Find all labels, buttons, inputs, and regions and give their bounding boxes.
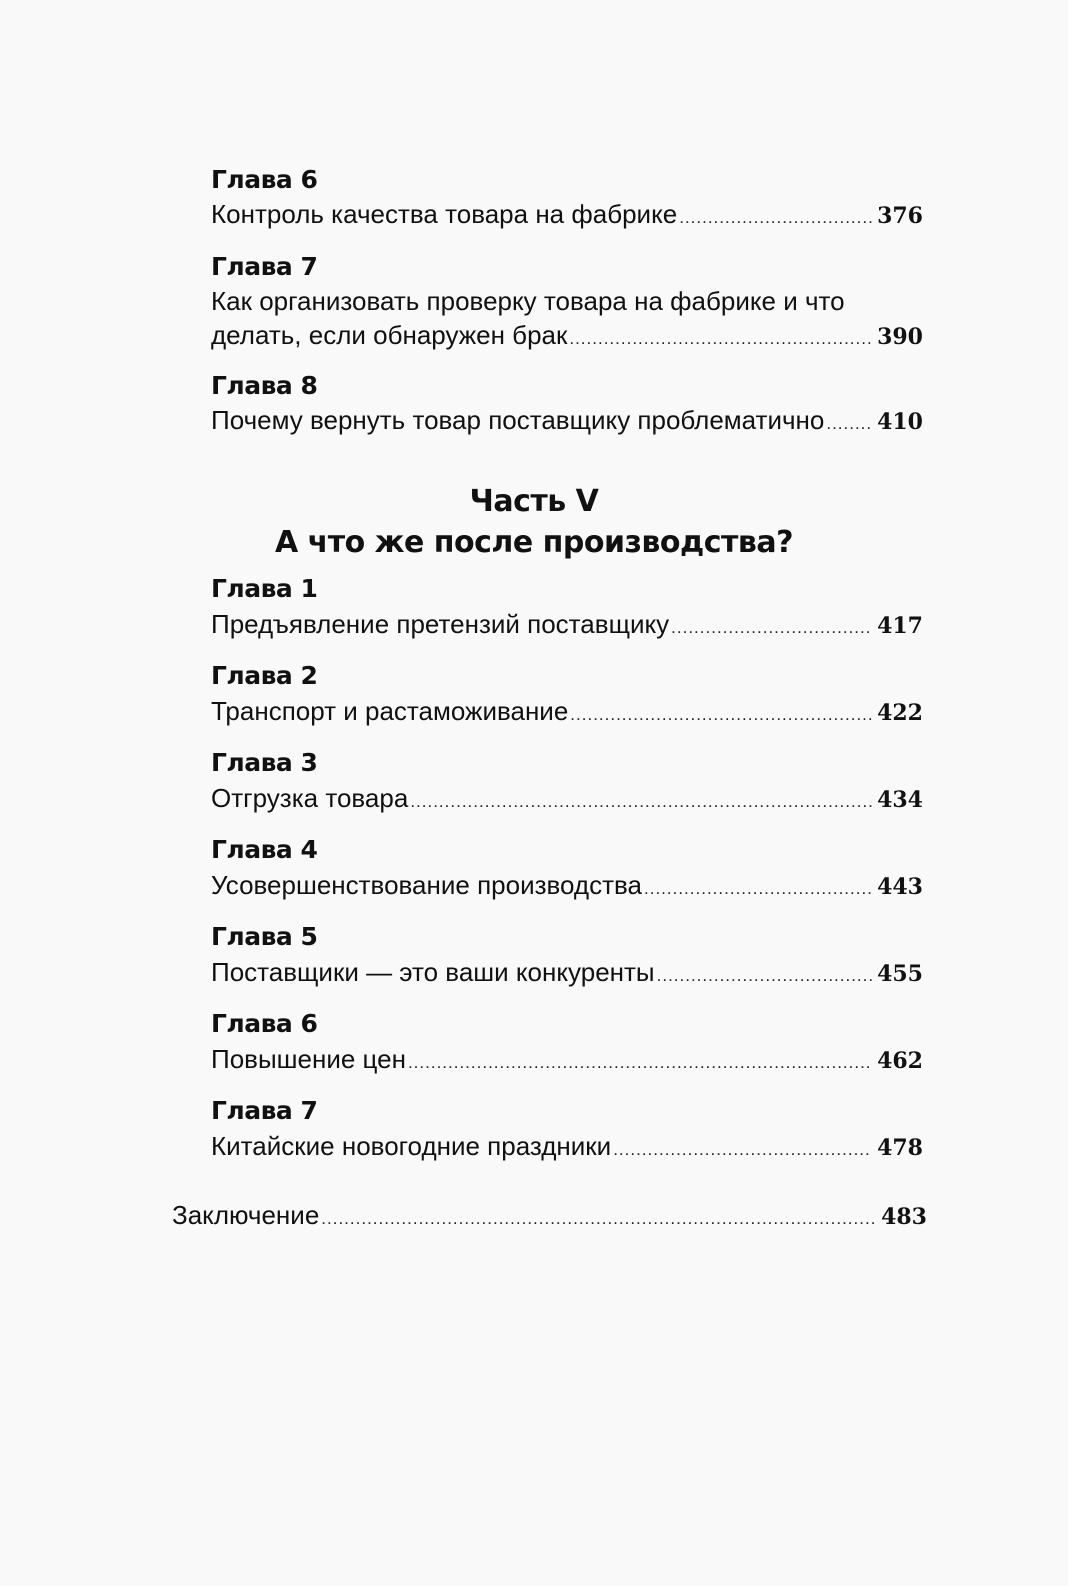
chapter-heading: Глава 6 xyxy=(211,1009,318,1038)
page-number: 417 xyxy=(877,613,923,639)
chapter-heading: Глава 7 xyxy=(211,1096,318,1125)
page-number: 376 xyxy=(877,203,923,229)
toc-entry-title: Транспорт и растаможивание xyxy=(211,696,569,726)
page-number: 478 xyxy=(877,1135,923,1161)
toc-entry-title: Поставщики — это ваши конкуренты xyxy=(211,957,655,987)
toc-entry-title: Как организовать проверку товара на фабрике и что xyxy=(211,286,845,316)
toc-entry-title: Усовершенствование производства xyxy=(211,870,642,900)
page-number: 390 xyxy=(877,324,923,350)
chapter-heading: Глава 1 xyxy=(211,574,318,603)
dot-leader xyxy=(408,1046,872,1080)
chapter-heading: Глава 5 xyxy=(211,922,318,951)
part-title: А что же после производства? xyxy=(274,525,794,560)
dot-leader xyxy=(826,407,872,441)
toc-entry[interactable] xyxy=(211,868,923,902)
toc-entry[interactable] xyxy=(211,1042,923,1076)
dot-leader xyxy=(410,785,872,819)
toc-entry[interactable] xyxy=(211,284,923,352)
dot-leader xyxy=(570,698,872,732)
toc-entry[interactable] xyxy=(211,1129,923,1163)
page-number: 422 xyxy=(877,700,923,726)
toc-entry[interactable] xyxy=(211,781,923,815)
toc-entry-title: Отгрузка товара xyxy=(211,783,409,813)
chapter-heading: Глава 2 xyxy=(211,661,318,690)
toc-entry-title: Почему вернуть товар поставщику проблематично xyxy=(211,405,825,435)
page-number: 455 xyxy=(877,961,923,987)
dot-leader xyxy=(657,959,872,993)
page-number: 410 xyxy=(877,409,923,435)
toc-entry-title: Повышение цен xyxy=(211,1044,406,1074)
chapter-heading: Глава 7 xyxy=(211,252,318,281)
chapter-heading: Глава 6 xyxy=(211,165,318,194)
page-number: 443 xyxy=(877,874,923,900)
chapter-heading: Глава 4 xyxy=(211,835,318,864)
toc-entry[interactable] xyxy=(211,607,923,641)
dot-leader xyxy=(644,872,872,906)
chapter-heading: Глава 8 xyxy=(211,371,318,400)
dot-leader xyxy=(569,322,872,356)
toc-entry[interactable] xyxy=(211,955,923,989)
toc-entry[interactable] xyxy=(211,197,923,231)
toc-entry-conclusion[interactable] xyxy=(172,1198,927,1232)
page-number: 434 xyxy=(877,787,923,813)
page-number: 462 xyxy=(877,1048,923,1074)
dot-leader xyxy=(613,1133,872,1167)
dot-leader xyxy=(671,611,872,645)
toc-entry[interactable] xyxy=(211,694,923,728)
toc-entry-title: Контроль качества товара на фабрике xyxy=(211,199,678,229)
toc-entry-title: Китайские новогодние праздники xyxy=(211,1131,612,1161)
part-label: Часть V xyxy=(469,484,599,519)
chapter-heading: Глава 3 xyxy=(211,748,318,777)
toc-entry[interactable] xyxy=(211,403,923,437)
toc-entry-title: Заключение xyxy=(172,1200,320,1230)
toc-entry-title: Предъявление претензий поставщику xyxy=(211,609,670,639)
dot-leader xyxy=(321,1202,876,1236)
toc-entry-title-continued: делать, если обнаружен брак xyxy=(211,320,568,350)
page-number: 483 xyxy=(881,1204,927,1230)
dot-leader xyxy=(679,201,872,235)
